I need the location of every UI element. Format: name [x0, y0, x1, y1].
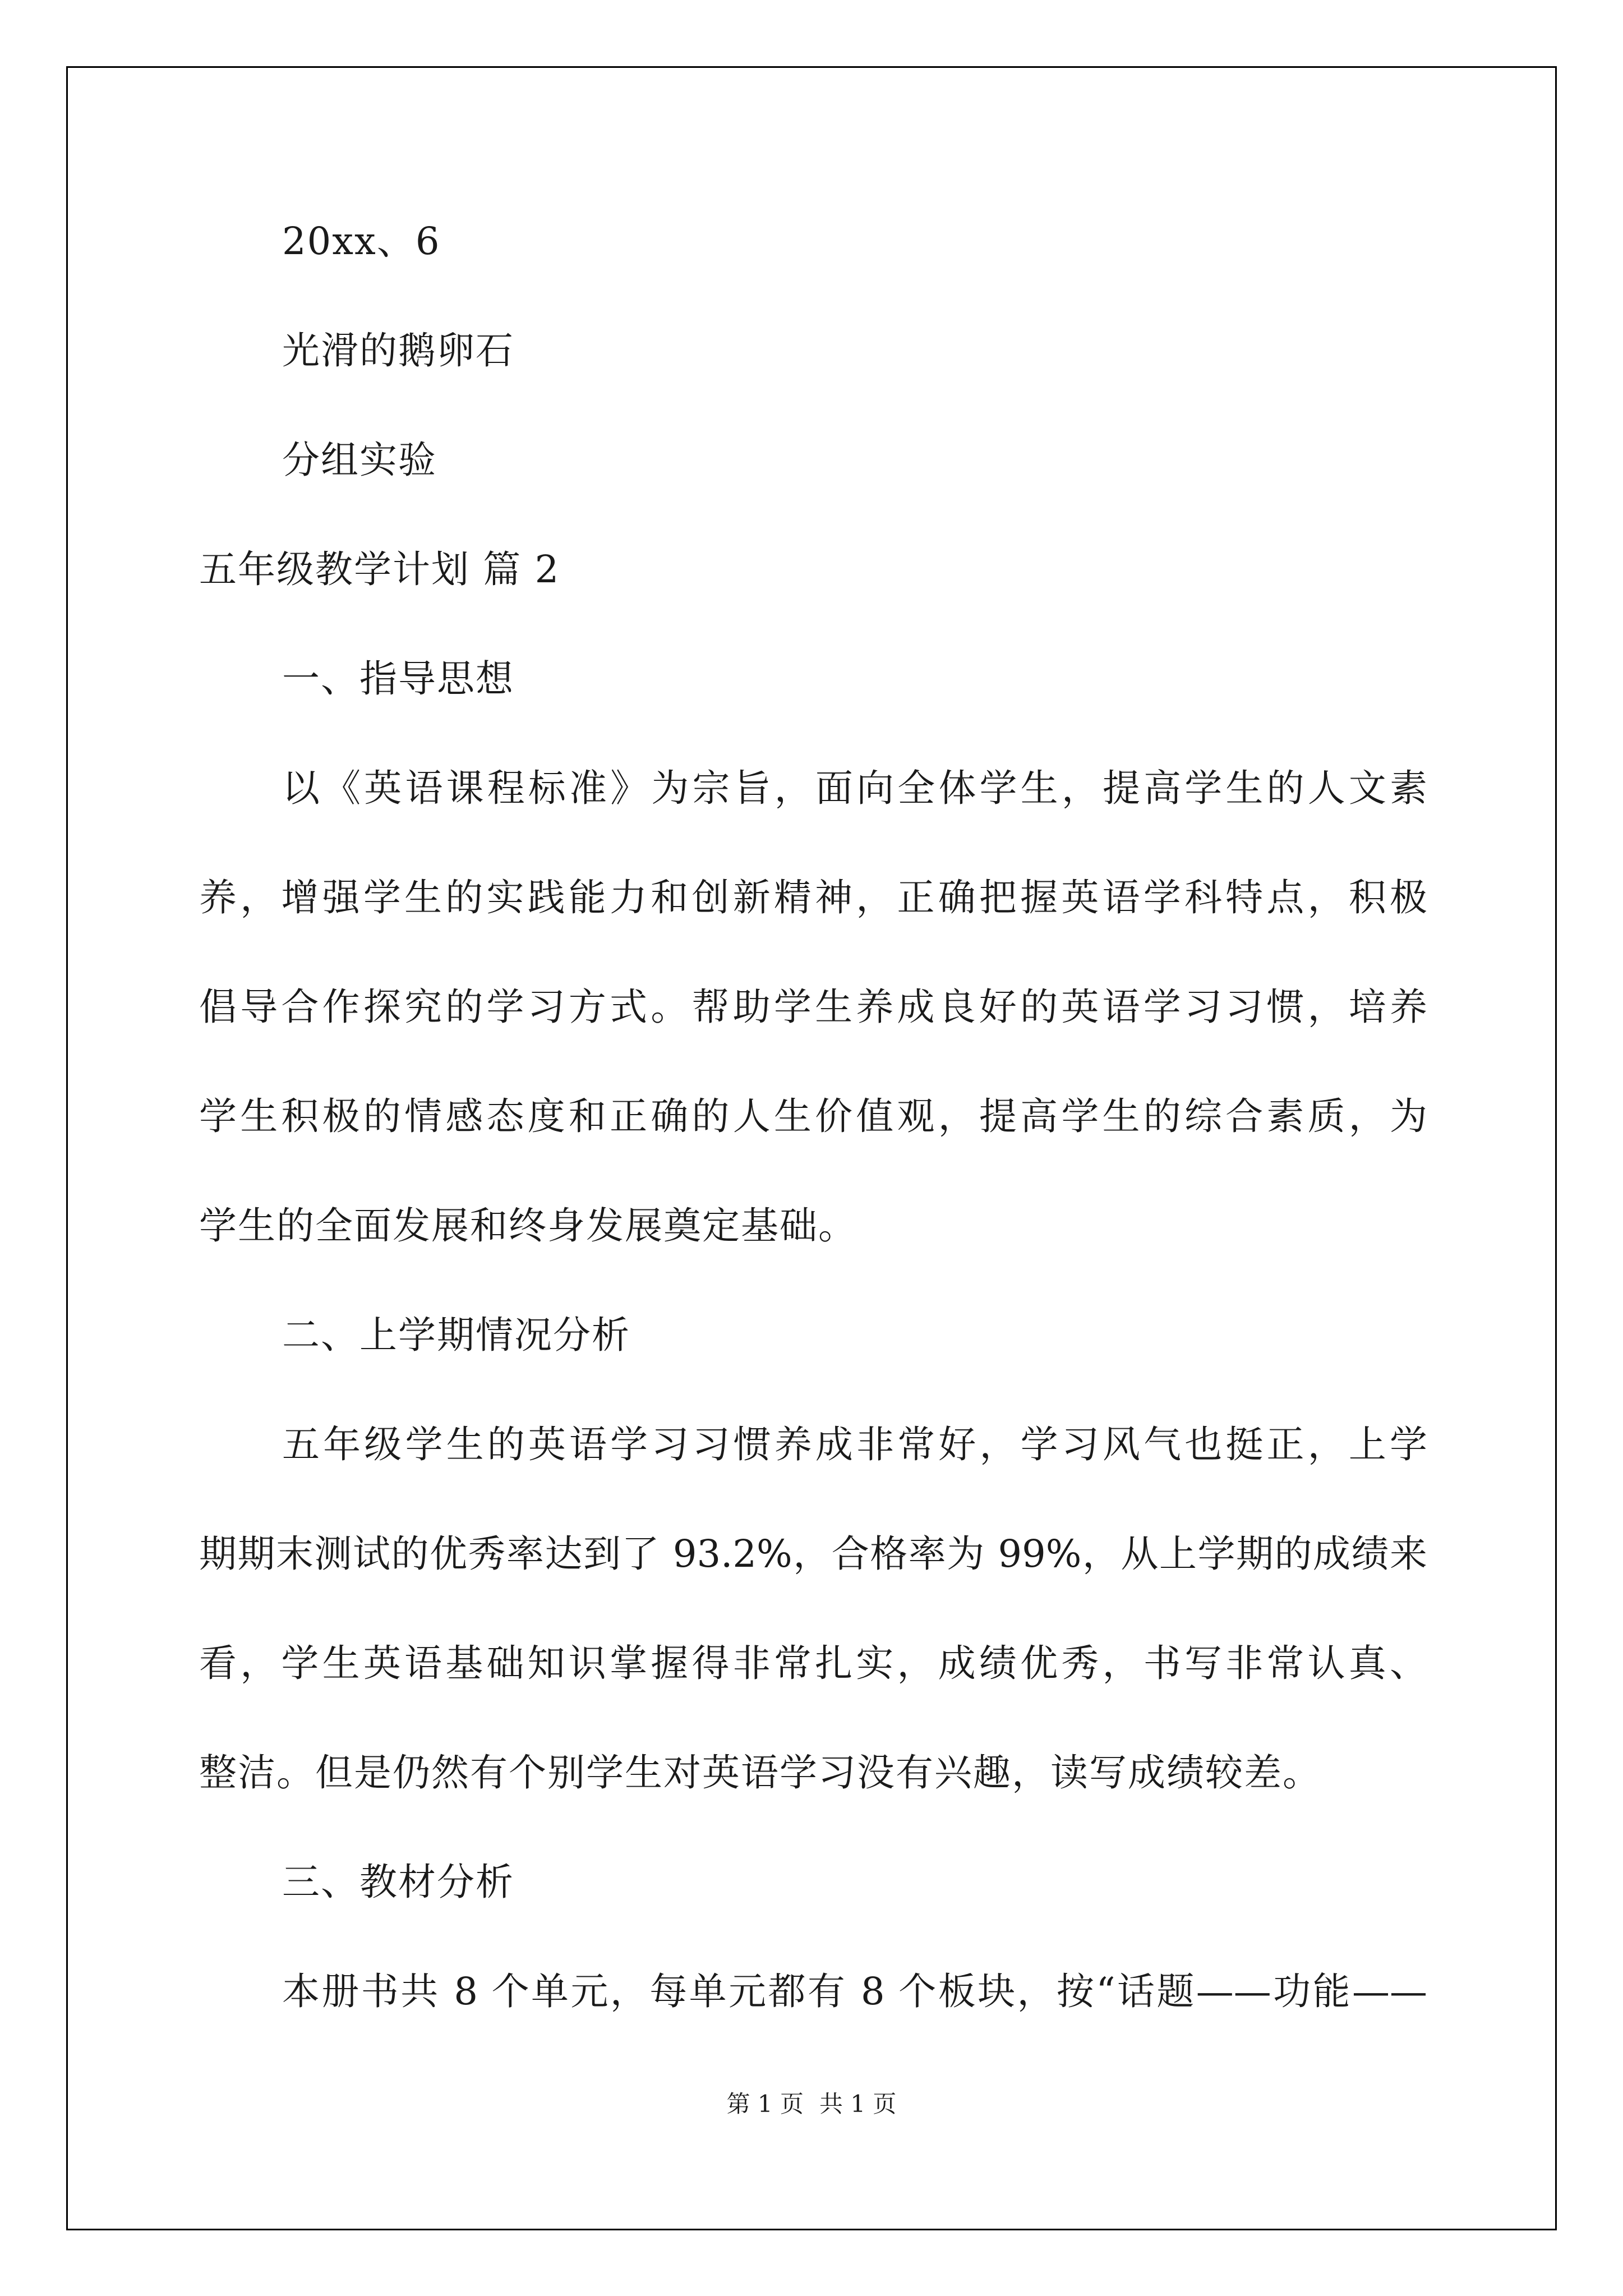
- heading-textbook-analysis: 三、教材分析: [282, 1860, 514, 1904]
- paragraph-line: 以《英语课程标准》为宗旨，面向全体学生，提高学生的人文素: [282, 766, 1427, 810]
- section-title: 五年级教学计划 篇 2: [199, 547, 560, 591]
- text-line: 分组实验: [282, 438, 437, 482]
- date-line: 20xx、6: [282, 219, 441, 263]
- paragraph-line: 倡导合作探究的学习方式。帮助学生养成良好的英语学习习惯，培养: [199, 985, 1427, 1029]
- paragraph-line: 五年级学生的英语学习习惯养成非常好，学习风气也挺正，上学: [282, 1423, 1427, 1466]
- paragraph-line: 整洁。但是仍然有个别学生对英语学习没有兴趣，读写成绩较差。: [199, 1751, 1321, 1795]
- paragraph-line: 学生的全面发展和终身发展奠定基础。: [199, 1204, 857, 1248]
- paragraph-line: 学生积极的情感态度和正确的人生价值观，提高学生的综合素质，为: [199, 1094, 1427, 1138]
- paragraph-line: 期期末测试的优秀率达到了 93.2%，合格率为 99%，从上学期的成绩来: [199, 1532, 1427, 1576]
- paragraph-line: 看，学生英语基础知识掌握得非常扎实，成绩优秀，书写非常认真、: [199, 1641, 1427, 1685]
- heading-last-term-analysis: 二、上学期情况分析: [282, 1313, 630, 1357]
- paragraph-line: 养，增强学生的实践能力和创新精神，正确把握英语学科特点，积极: [199, 876, 1427, 919]
- page-number: 第 1 页: [726, 2090, 804, 2118]
- text-line: 光滑的鹅卵石: [282, 329, 514, 372]
- page-total: 共 1 页: [819, 2090, 897, 2118]
- page-footer: [0, 2086, 1623, 2119]
- heading-guiding-ideology: 一、指导思想: [282, 657, 514, 701]
- paragraph-line: 本册书共 8 个单元，每单元都有 8 个板块，按“话题——功能——: [282, 1970, 1427, 2013]
